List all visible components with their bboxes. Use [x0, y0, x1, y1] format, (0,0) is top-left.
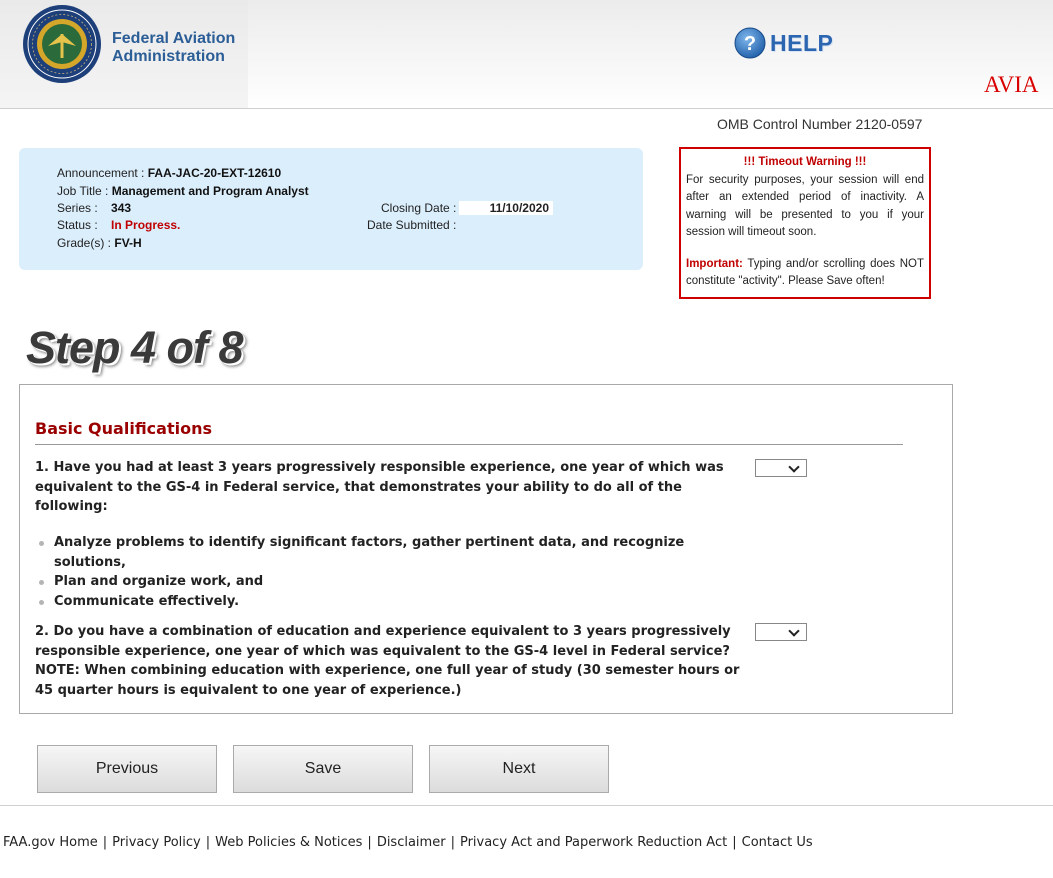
footer-separator: | [450, 835, 455, 850]
question-1-bullet-list [35, 533, 735, 611]
footer-divider [0, 805, 1053, 806]
grades-label: Grade(s) : [57, 236, 112, 250]
agency-name-line2: Administration [112, 48, 225, 65]
status-row [57, 218, 180, 232]
series-value: 343 [111, 201, 132, 215]
previous-button[interactable]: Previous [37, 745, 217, 793]
timeout-important-note [681, 256, 929, 291]
grades-value: FV-H [114, 236, 142, 250]
footer-link-privacy-act[interactable]: Privacy Act and Paperwork Reduction Act [459, 835, 728, 850]
right-banner-text: AVIA [984, 72, 1039, 97]
date-submitted-label: Date Submitted : [367, 218, 457, 232]
section-title: Basic Qualifications [35, 419, 212, 438]
help-label: HELP [770, 29, 834, 56]
footer-links [3, 835, 813, 850]
list-item: Analyze problems to identify significant factors, gather pertinent data, and recognize solutions, [35, 533, 735, 572]
question-1-text: 1. Have you had at least 3 years progressively responsible experience, one year of which was equivalent to the GS-4 in Federal service, that demonstrates your ability to do all of the following: [35, 460, 724, 514]
closing-date-label: Closing Date : [381, 201, 457, 215]
timeout-warning-box [679, 147, 931, 299]
save-button[interactable]: Save [233, 745, 413, 793]
page-header [0, 0, 1053, 109]
questions-panel [19, 384, 953, 714]
footer-separator: | [732, 835, 737, 850]
footer-separator: | [367, 835, 372, 850]
agency-name-line1: Federal Aviation [112, 30, 236, 47]
list-item: Plan and organize work, and [35, 572, 735, 592]
announcement-value: FAA-JAC-20-EXT-12610 [147, 166, 282, 180]
status-label: Status : [57, 218, 98, 232]
list-item: Communicate effectively. [35, 592, 735, 612]
faa-logo-block[interactable] [0, 0, 248, 108]
job-title-value: Management and Program Analyst [111, 184, 309, 198]
footer-separator: | [205, 835, 211, 850]
closing-date-value: 11/10/2020 [459, 201, 553, 215]
svg-text:?: ? [743, 33, 757, 55]
job-title-label: Job Title : [57, 184, 109, 198]
help-question-icon [734, 27, 766, 59]
announcement-label: Announcement : [57, 166, 145, 180]
faa-seal-icon [22, 4, 102, 84]
footer-link-contact-us[interactable]: Contact Us [741, 835, 813, 850]
series-row [57, 201, 131, 215]
status-value: In Progress. [111, 218, 181, 232]
omb-control-number: OMB Control Number 2120-0597 [717, 116, 923, 132]
question-1-select[interactable] [755, 459, 807, 477]
help-link[interactable] [734, 27, 833, 59]
footer-link-privacy-policy[interactable]: Privacy Policy [112, 835, 201, 850]
question-2-text: 2. Do you have a combination of education and experience equivalent to 3 years progressively responsible experience, one year of which was equivalent to the GS-4 level in Federal service? NOTE: When combining education with experience, one full year of study (30 semester hours or 45 quarter hours is equivalent to one year of experience.) [35, 624, 740, 698]
job-summary-panel [19, 148, 643, 270]
footer-link-web-policies[interactable]: Web Policies & Notices [215, 835, 363, 850]
agency-name [112, 30, 235, 66]
section-divider [35, 444, 903, 445]
footer-link-faa-home[interactable]: FAA.gov Home [3, 835, 98, 850]
job-title-row [57, 184, 309, 198]
next-button[interactable]: Next [429, 745, 609, 793]
timeout-warning-body: For security purposes, your session will end after an extended period of inactivity. A warning will be presented to you if your session will timeout soon. [686, 173, 924, 238]
timeout-warning-title: !!! Timeout Warning !!! [743, 156, 867, 168]
important-label: Important: [686, 257, 743, 270]
footer-separator: | [102, 835, 108, 850]
series-label: Series : [57, 201, 98, 215]
footer-link-disclaimer[interactable]: Disclaimer [376, 835, 446, 850]
step-indicator: Step 4 of 8 [26, 322, 243, 373]
grades-row [57, 236, 142, 250]
announcement-row [57, 166, 281, 180]
question-2-select[interactable] [755, 623, 807, 641]
important-text: Typing and/or scrolling does NOT constitute "activity". Please Save often! [686, 257, 924, 287]
